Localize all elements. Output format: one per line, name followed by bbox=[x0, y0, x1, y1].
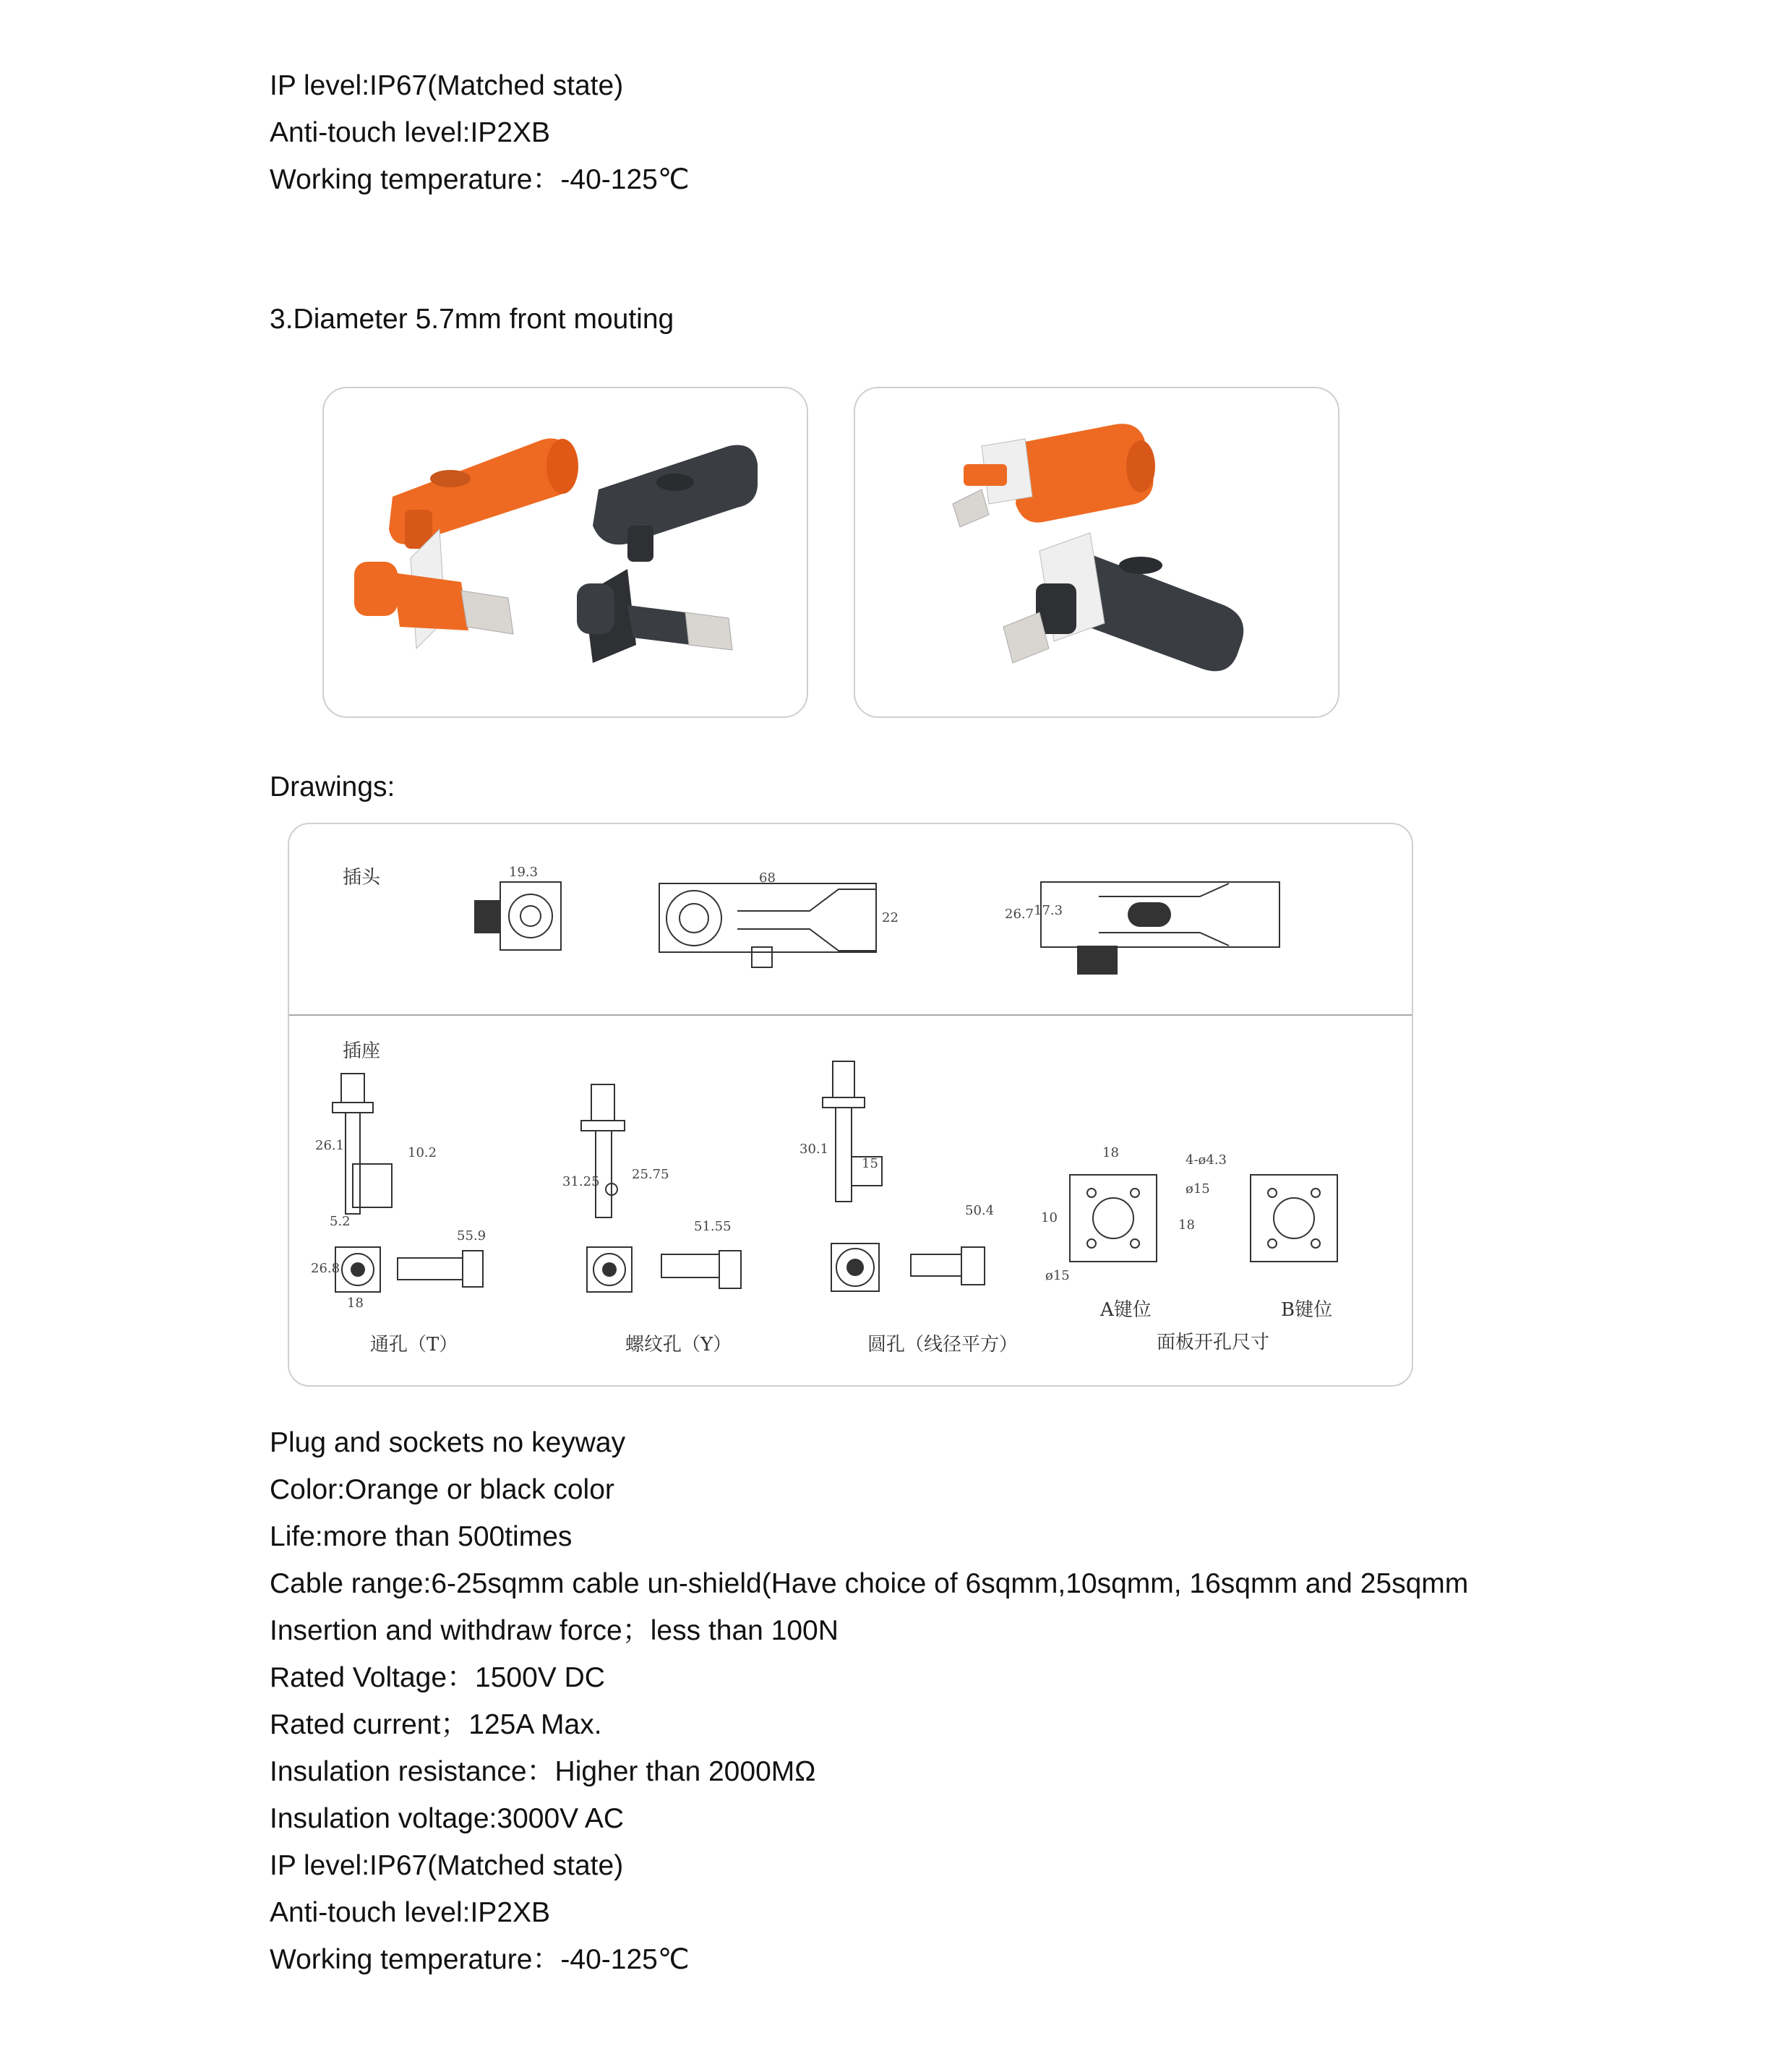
dim-plug-length: 68 bbox=[759, 870, 776, 886]
spec-color: Color:Orange or black color bbox=[270, 1474, 614, 1505]
spec-cable-range: Cable range:6-25sqmm cable un-shield(Have choice of 6sqmm,10sqmm, 16sqmm and 25sqmm bbox=[270, 1568, 1469, 1599]
spec-insertion-force: Insertion and withdraw force；less than 100N bbox=[270, 1615, 839, 1646]
plug-label: 插头 bbox=[343, 867, 381, 889]
drawings-label: Drawings: bbox=[270, 771, 395, 802]
panel-cutout-label: 面板开孔尺寸 bbox=[1157, 1332, 1270, 1353]
spec-ip-level-top: IP level:IP67(Matched state) bbox=[270, 70, 624, 101]
spec-ip-level-bottom: IP level:IP67(Matched state) bbox=[270, 1850, 624, 1881]
spec-keyway: Plug and sockets no keyway bbox=[270, 1427, 626, 1458]
spec-life: Life:more than 500times bbox=[270, 1521, 573, 1552]
dim-y-length: 51.55 bbox=[694, 1219, 732, 1234]
spec-rated-current: Rated current；125A Max. bbox=[270, 1709, 602, 1740]
dim-t-hole-spacing: 18 bbox=[347, 1296, 364, 1311]
dim-t-height: 26.1 bbox=[315, 1138, 345, 1153]
spec-working-temp-top: Working temperature：-40-125℃ bbox=[270, 164, 690, 195]
dim-plug-total-height: 26.7 bbox=[1005, 907, 1034, 922]
dim-t-flange: 26.8 bbox=[311, 1261, 340, 1276]
dim-plug-body-height: 17.3 bbox=[1034, 903, 1063, 918]
dim-r-height: 30.1 bbox=[799, 1142, 829, 1157]
socket-label: 插座 bbox=[343, 1040, 381, 1062]
spec-insulation-resistance: Insulation resistance：Higher than 2000MΩ bbox=[270, 1756, 816, 1787]
socket-type-round: 圆孔（线径平方） bbox=[867, 1334, 1019, 1356]
section-title: 3.Diameter 5.7mm front mouting bbox=[270, 304, 674, 335]
dim-a-holes: 4-ø4.3 bbox=[1186, 1152, 1227, 1168]
spec-rated-voltage: Rated Voltage：1500V DC bbox=[270, 1662, 605, 1693]
dim-a-key: 10 bbox=[1041, 1210, 1058, 1225]
spec-anti-touch-top: Anti-touch level:IP2XB bbox=[270, 117, 551, 148]
dim-y-pin: 25.75 bbox=[632, 1167, 669, 1182]
dim-r-length: 50.4 bbox=[965, 1203, 995, 1218]
dim-y-height: 31.25 bbox=[562, 1174, 600, 1189]
dim-r-pin: 15 bbox=[862, 1156, 878, 1171]
socket-type-y: 螺纹孔（Y） bbox=[625, 1334, 732, 1356]
dim-a-round: ø15 bbox=[1045, 1268, 1070, 1283]
dim-a-vertical: 18 bbox=[1178, 1217, 1195, 1233]
key-a-label: A键位 bbox=[1100, 1299, 1152, 1321]
product-photo-right bbox=[854, 387, 1339, 718]
dim-plug-height: 22 bbox=[882, 910, 899, 925]
socket-type-t: 通孔（T） bbox=[370, 1334, 458, 1356]
dim-a-diameter: ø15 bbox=[1186, 1181, 1210, 1197]
key-b-label: B键位 bbox=[1281, 1299, 1333, 1321]
dim-t-pin: 10.2 bbox=[408, 1145, 437, 1160]
spec-anti-touch-bottom: Anti-touch level:IP2XB bbox=[270, 1897, 551, 1928]
dim-t-offset: 5.2 bbox=[330, 1214, 351, 1229]
dim-a-spacing: 18 bbox=[1102, 1145, 1119, 1160]
spec-working-temp-bottom: Working temperature：-40-125℃ bbox=[270, 1944, 690, 1975]
dim-t-length: 55.9 bbox=[457, 1228, 486, 1244]
technical-drawing bbox=[288, 823, 1413, 1387]
product-photo-left bbox=[322, 387, 808, 718]
dim-plug-width: 19.3 bbox=[509, 865, 539, 880]
spec-insulation-voltage: Insulation voltage:3000V AC bbox=[270, 1803, 625, 1834]
